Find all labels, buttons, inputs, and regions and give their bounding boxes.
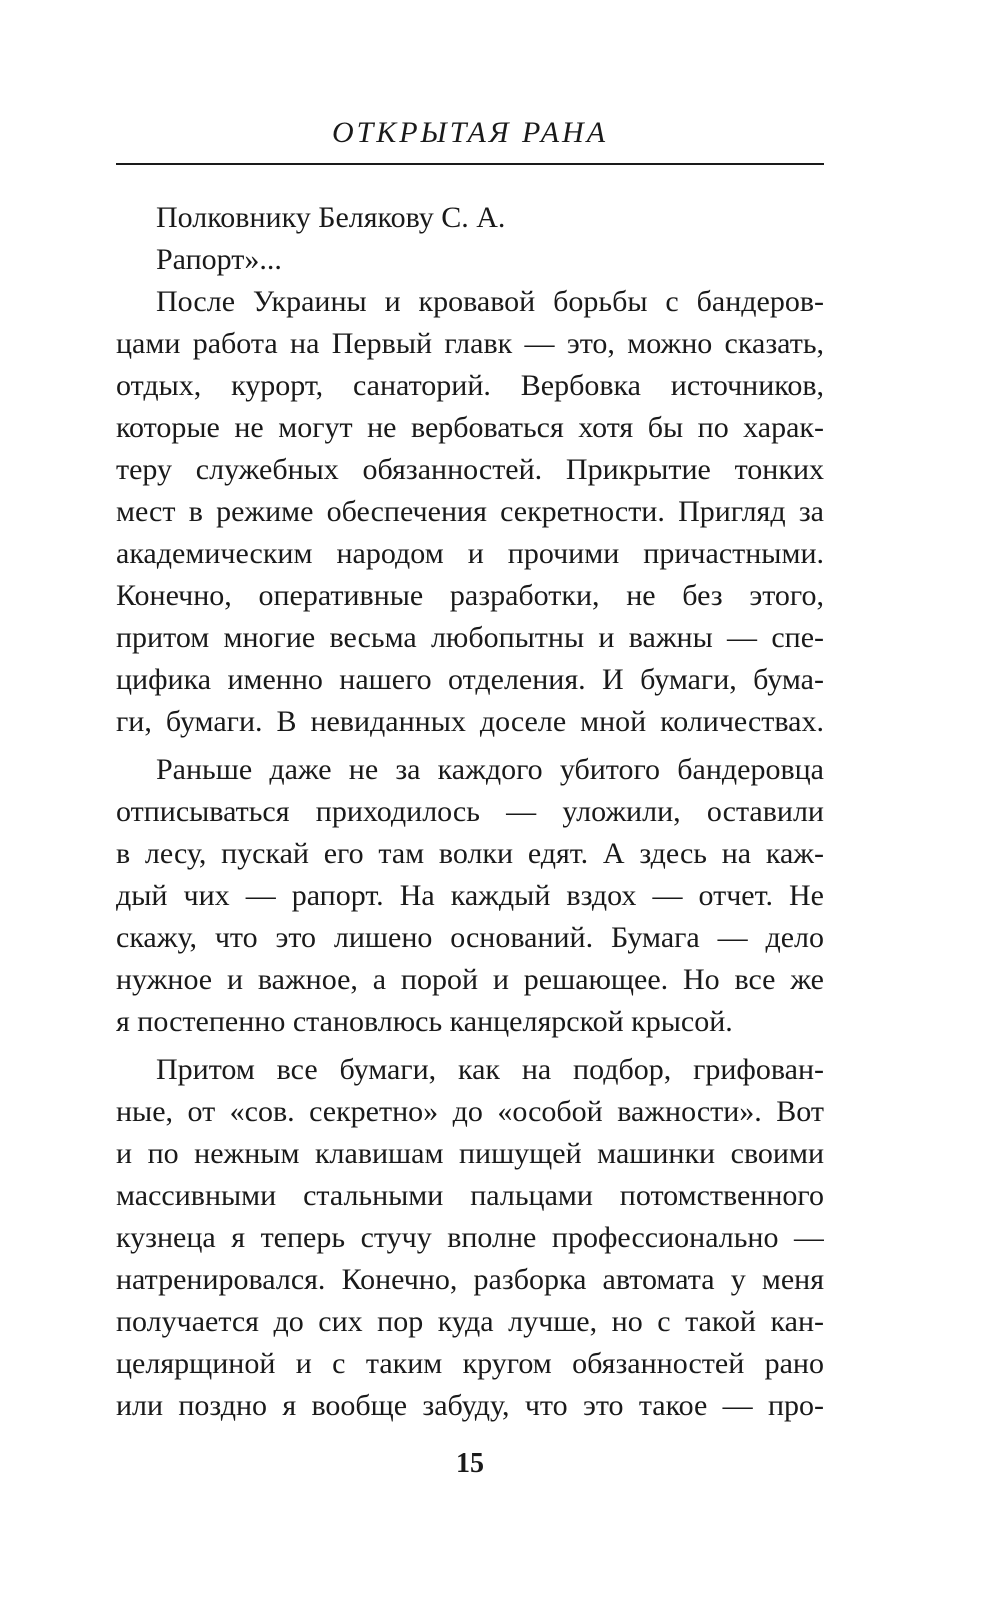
text-line: ги, бумаги. В невиданных доселе мной количествах. [116, 705, 824, 738]
text-line: и по нежным клавишам пишущей машинки своими [116, 1137, 824, 1170]
text-line: дый чих — рапорт. На каждый вздох — отчет. Не [116, 879, 824, 912]
text-line: Раньше даже не за каждого убитого бандеровца [156, 753, 824, 786]
text-line: я постепенно становлюсь канцелярской крысой. [116, 1005, 733, 1038]
text-line: притом многие весьма любопытны и важны — спе- [116, 621, 824, 654]
body-text [116, 197, 824, 1427]
text-line: получается до сих пор куда лучше, но с такой кан- [116, 1305, 824, 1338]
text-line: в лесу, пускай его там волки едят. А здесь на каж- [116, 837, 824, 870]
page-number: 15 [456, 1448, 484, 1479]
text-line: академическим народом и прочими причастными. [116, 537, 824, 570]
text-line: Притом все бумаги, как на подбор, грифован- [156, 1053, 824, 1086]
text-line: целярщиной и с таким кругом обязанностей рано [116, 1347, 824, 1380]
text-line: отписываться приходилось — уложили, оставили [116, 795, 824, 828]
text-line: отдых, курорт, санаторий. Вербовка источников, [116, 369, 824, 402]
text-line: скажу, что это лишено оснований. Бумага — дело [116, 921, 824, 954]
text-line: натренировался. Конечно, разборка автомата у меня [116, 1263, 824, 1296]
text-line: цифика именно нашего отделения. И бумаги, бума- [116, 663, 824, 696]
text-line: кузнеца я теперь стучу вполне профессионально — [116, 1221, 824, 1254]
text-line: После Украины и кровавой борьбы с бандеров- [156, 285, 824, 318]
text-line: или поздно я вообще забуду, что это такое — про- [116, 1389, 824, 1422]
running-head: ОТКРЫТАЯ РАНА [331, 116, 609, 149]
text-line: Рапорт»... [156, 243, 282, 276]
text-line: цами работа на Первый главк — это, можно сказать, [116, 327, 824, 360]
text-line: Полковнику Белякову С. А. [156, 201, 506, 234]
text-line: ные, от «сов. секретно» до «особой важности». Вот [116, 1095, 824, 1128]
text-line: Конечно, оперативные разработки, не без этого, [116, 579, 824, 612]
text-line: мест в режиме обеспечения секретности. Пригляд за [116, 495, 824, 528]
text-line: теру служебных обязанностей. Прикрытие тонких [116, 453, 824, 486]
header-rule [116, 163, 824, 165]
text-line: нужное и важное, а порой и решающее. Но все же [116, 963, 824, 996]
text-line: массивными стальными пальцами потомственного [116, 1179, 824, 1212]
text-line: которые не могут не вербоваться хотя бы по харак- [116, 411, 824, 444]
